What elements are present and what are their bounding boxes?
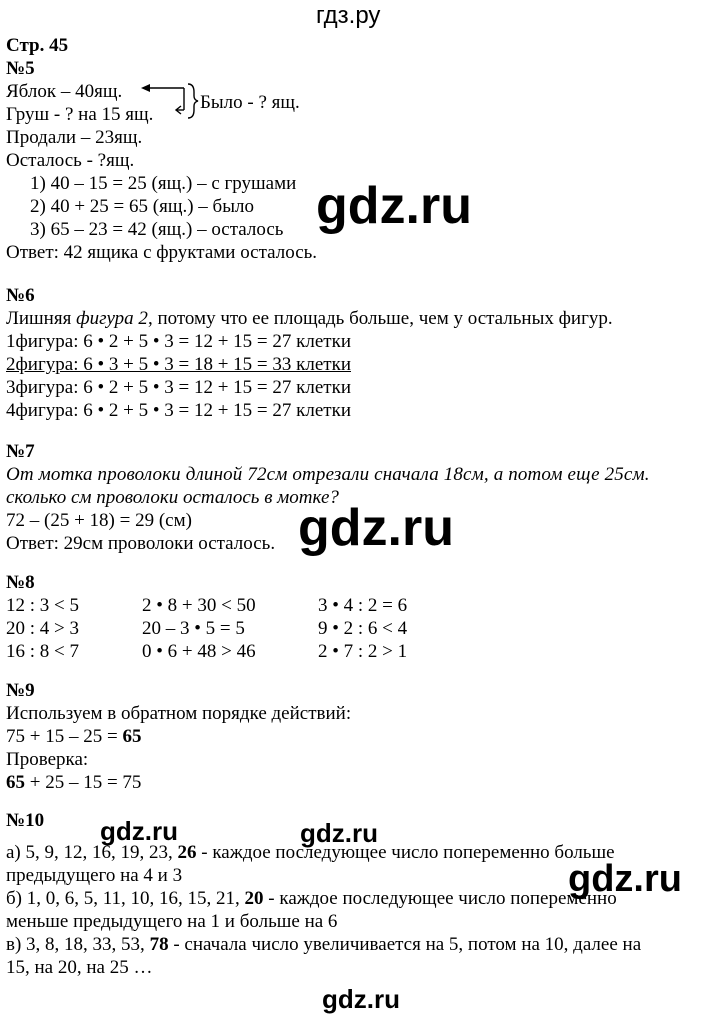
task10-b-cont: меньше предыдущего на 1 и больше на 6 <box>6 911 338 932</box>
task10-c: в) 3, 8, 18, 33, 53, 78 - сначала число увеличивается на 5, потом на 10, далее на <box>6 934 642 955</box>
task5-step: 1) 40 – 15 = 25 (ящ.) – с грушами <box>30 173 297 194</box>
task8-cell: 9 • 2 : 6 < 4 <box>318 618 408 639</box>
task8-cell: 2 • 8 + 30 < 50 <box>142 595 256 616</box>
watermark: gdz.ru <box>298 499 454 557</box>
task5-bracket-diagram <box>138 80 200 120</box>
task6-intro: Лишняя фигура 2, потому что ее площадь больше, чем у остальных фигур. <box>6 308 613 329</box>
task7-condition: сколько см проволоки осталось в мотке? <box>6 487 339 508</box>
task9-intro: Используем в обратном порядке действий: <box>6 703 352 724</box>
task8-cell: 20 – 3 • 5 = 5 <box>142 618 245 639</box>
task5-pears: Груш - ? на 15 ящ. <box>6 104 154 125</box>
task10-number: №10 <box>6 810 45 831</box>
task8-cell: 16 : 8 < 7 <box>6 641 79 662</box>
watermark: gdz.ru <box>322 984 400 1014</box>
curly-brace-icon <box>188 84 198 118</box>
task6-row: 4фигура: 6 • 2 + 5 • 3 = 12 + 15 = 27 клетки <box>6 400 351 421</box>
page-reference: Стр. 45 <box>6 35 69 56</box>
task6-row: 3фигура: 6 • 2 + 5 • 3 = 12 + 15 = 27 клетки <box>6 377 351 398</box>
task8-cell: 3 • 4 : 2 = 6 <box>318 595 408 616</box>
task8-number: №8 <box>6 572 35 593</box>
task8-cell: 12 : 3 < 5 <box>6 595 79 616</box>
task5-answer: Ответ: 42 ящика с фруктами осталось. <box>6 242 318 263</box>
task8-cell: 20 : 4 > 3 <box>6 618 79 639</box>
task7-solution: 72 – (25 + 18) = 29 (см) <box>6 510 192 531</box>
watermark: gdz.ru <box>300 818 378 848</box>
task8-cell: 0 • 6 + 48 > 46 <box>142 641 256 662</box>
task5-brace-label: Было - ? ящ. <box>200 92 300 113</box>
task8-cell: 2 • 7 : 2 > 1 <box>318 641 408 662</box>
watermark: gdz.ru <box>568 858 682 900</box>
task9-number: №9 <box>6 680 35 701</box>
site-header: гдз.ру <box>316 2 381 29</box>
watermark: gdz.ru <box>316 177 472 235</box>
task5-number: №5 <box>6 58 35 79</box>
task5-step: 3) 65 – 23 = 42 (ящ.) – осталось <box>30 219 284 240</box>
task5-apples: Яблок – 40ящ. <box>6 81 123 102</box>
task5-sold: Продали – 23ящ. <box>6 127 143 148</box>
task5-left: Осталось - ?ящ. <box>6 150 135 171</box>
task6-row: 1фигура: 6 • 2 + 5 • 3 = 12 + 15 = 27 клетки <box>6 331 351 352</box>
task7-answer: Ответ: 29см проволоки осталось. <box>6 533 276 554</box>
task6-number: №6 <box>6 285 35 306</box>
watermark: gdz.ru <box>100 816 178 846</box>
task7-condition: От мотка проволоки длиной 72см отрезали сначала 18см, а потом еще 25см. <box>6 464 650 485</box>
task5-step: 2) 40 + 25 = 65 (ящ.) – было <box>30 196 254 217</box>
task10-c-cont: 15, на 20, на 25 … <box>6 957 153 978</box>
task10-b: б) 1, 0, 6, 5, 11, 10, 16, 15, 21, 20 - каждое последующее число попеременно <box>6 888 617 909</box>
task6-row-highlighted: 2фигура: 6 • 3 + 5 • 3 = 18 + 15 = 33 клетки <box>6 354 351 375</box>
task9-check-equation: 65 + 25 – 15 = 75 <box>6 772 142 793</box>
task10-a: а) 5, 9, 12, 16, 19, 23, 26 - каждое последующее число попеременно больше <box>6 842 615 863</box>
task9-check-label: Проверка: <box>6 749 89 770</box>
task10-a-cont: предыдущего на 4 и 3 <box>6 865 183 886</box>
task9-equation: 75 + 15 – 25 = 65 <box>6 726 142 747</box>
arrow-icon <box>141 84 184 114</box>
task7-number: №7 <box>6 441 35 462</box>
